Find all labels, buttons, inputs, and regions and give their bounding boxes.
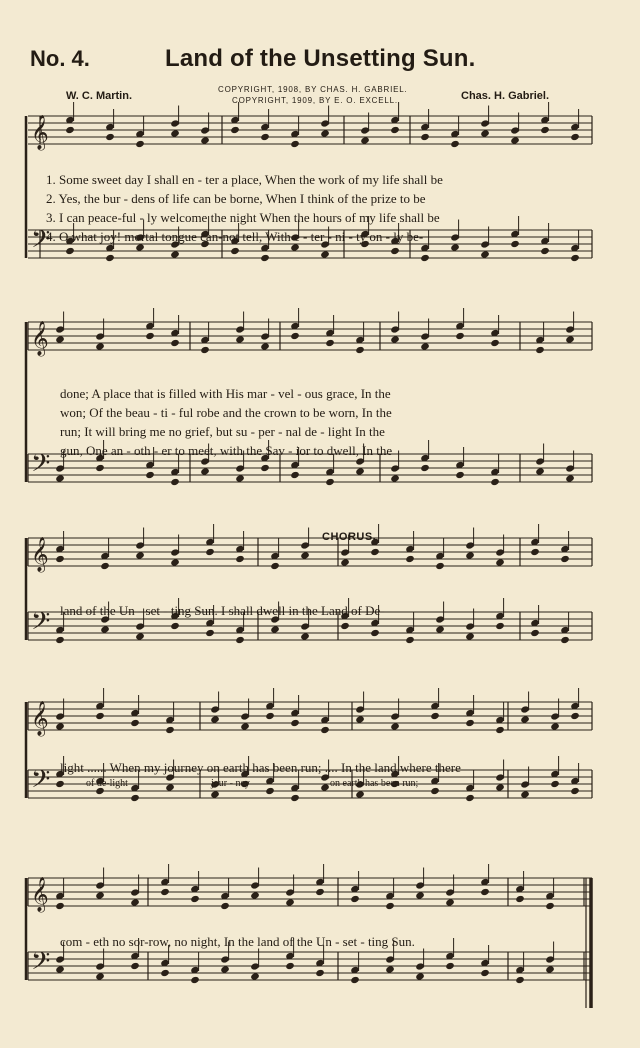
note-head	[65, 247, 75, 255]
note-head	[550, 780, 560, 788]
note-head	[290, 719, 300, 727]
note-head	[495, 783, 505, 791]
note-head	[320, 250, 330, 258]
note-head	[450, 140, 460, 148]
note-head	[135, 632, 145, 640]
verse-4-line-2: gun, One an - oth - er to meet, with the Sav - ior to dwell, In the	[60, 443, 393, 458]
note-head	[340, 622, 350, 630]
note-head	[520, 715, 530, 723]
note-head	[430, 712, 440, 720]
note-head	[350, 976, 360, 984]
note-head	[520, 790, 530, 798]
note-head	[360, 136, 370, 144]
note-head	[490, 478, 500, 486]
composer: Chas. H. Gabriel.	[461, 90, 550, 102]
treble-clef: 𝄞	[31, 701, 49, 736]
note-head	[200, 136, 210, 144]
note-head	[200, 467, 210, 475]
hymn-title: Land of the Unsetting Sun.	[165, 45, 476, 72]
note-head	[540, 126, 550, 134]
note-head	[205, 548, 215, 556]
note-head	[490, 339, 500, 347]
note-head	[565, 474, 575, 482]
note-head	[385, 902, 395, 910]
note-head	[465, 551, 475, 559]
note-head	[290, 332, 300, 340]
note-head	[135, 551, 145, 559]
note-head	[105, 133, 115, 141]
verse-2-line-2: won; Of the beau - ti - ful robe and the crown to be worn, In the	[60, 405, 392, 420]
treble-clef: 𝄞	[31, 321, 49, 356]
note-head	[190, 895, 200, 903]
note-head	[55, 555, 65, 563]
note-head	[415, 891, 425, 899]
verse-1-line-1: 1. Some sweet day I shall en - ter a place, When the work of my life shall be	[46, 172, 443, 187]
note-head	[495, 558, 505, 566]
note-head	[510, 136, 520, 144]
note-head	[570, 133, 580, 141]
note-head	[300, 632, 310, 640]
note-head	[230, 247, 240, 255]
note-head	[230, 126, 240, 134]
note-head	[530, 629, 540, 637]
note-head	[260, 342, 270, 350]
bass-clef: 𝄢	[31, 225, 51, 260]
hymn-number: No. 4.	[30, 46, 90, 71]
note-head	[550, 722, 560, 730]
note-head	[315, 969, 325, 977]
note-head	[130, 898, 140, 906]
note-head	[290, 794, 300, 802]
echo-text-2: jour - ney	[211, 778, 250, 789]
note-head	[200, 346, 210, 354]
note-head	[465, 719, 475, 727]
note-head	[240, 722, 250, 730]
note-head	[235, 335, 245, 343]
note-head	[315, 888, 325, 896]
note-head	[430, 787, 440, 795]
note-head	[565, 335, 575, 343]
note-head	[300, 551, 310, 559]
note-head	[355, 346, 365, 354]
note-head	[55, 722, 65, 730]
note-head	[220, 902, 230, 910]
chorus-label: CHORUS.	[322, 531, 377, 543]
note-head	[535, 346, 545, 354]
chorus-line-3: com - eth no sor-row, no night, In the land of the Un - set - ting Sun.	[60, 934, 415, 949]
note-head	[220, 965, 230, 973]
note-head	[560, 636, 570, 644]
note-head	[405, 636, 415, 644]
note-head	[145, 471, 155, 479]
note-head	[405, 555, 415, 563]
note-head	[265, 712, 275, 720]
note-head	[170, 129, 180, 137]
note-head	[495, 622, 505, 630]
note-head	[235, 636, 245, 644]
note-head	[235, 474, 245, 482]
note-head	[570, 787, 580, 795]
note-head	[420, 464, 430, 472]
note-head	[100, 625, 110, 633]
note-head	[165, 783, 175, 791]
note-head	[55, 474, 65, 482]
verse-3-line-1: 3. I can peace-ful - ly welcome the night When the hours of my life shall be	[46, 210, 440, 225]
note-head	[390, 335, 400, 343]
note-head	[355, 790, 365, 798]
note-head	[285, 962, 295, 970]
note-head	[325, 339, 335, 347]
note-head	[260, 464, 270, 472]
note-head	[495, 726, 505, 734]
note-head	[420, 342, 430, 350]
note-head	[530, 548, 540, 556]
note-head	[515, 976, 525, 984]
note-head	[95, 972, 105, 980]
bass-clef: 𝄢	[31, 765, 51, 800]
note-head	[370, 629, 380, 637]
note-head	[170, 558, 180, 566]
note-head	[270, 625, 280, 633]
note-head	[390, 126, 400, 134]
note-head	[320, 726, 330, 734]
note-head	[355, 715, 365, 723]
copyright-line-2: COPYRIGHT, 1909, BY E. O. EXCELL.	[232, 96, 398, 105]
note-head	[55, 636, 65, 644]
note-head	[260, 254, 270, 262]
verse-1-line-2: done; A place that is filled with His mar - vel - ous grace, In the	[60, 386, 391, 401]
note-head	[455, 471, 465, 479]
note-head	[420, 133, 430, 141]
note-head	[95, 712, 105, 720]
note-head	[105, 254, 115, 262]
note-head	[205, 629, 215, 637]
note-head	[325, 478, 335, 486]
note-head	[160, 888, 170, 896]
note-head	[55, 335, 65, 343]
note-head	[165, 726, 175, 734]
note-head	[545, 902, 555, 910]
note-head	[190, 976, 200, 984]
bass-clef: 𝄢	[31, 947, 51, 982]
verse-2-line-1: 2. Yes, the bur - dens of life can be borne, When I think of the prize to be	[46, 191, 426, 206]
note-head	[435, 625, 445, 633]
chorus-line-1: land of the Un - set - ting Sun. I shall dwell in the Land of De-	[60, 603, 385, 618]
treble-clef: 𝄞	[31, 115, 49, 150]
note-head	[95, 891, 105, 899]
note-head	[260, 133, 270, 141]
note-head	[455, 332, 465, 340]
note-head	[135, 140, 145, 148]
note-head	[95, 464, 105, 472]
echo-text-3: on earth has been run;	[330, 778, 419, 789]
note-head	[570, 712, 580, 720]
lyricist: W. C. Martin.	[66, 90, 132, 102]
chorus-line-2: light ...... When my journey on earth has been run; .... In the land where there	[60, 760, 461, 775]
note-head	[390, 722, 400, 730]
note-head	[445, 898, 455, 906]
note-head	[480, 129, 490, 137]
note-head	[535, 467, 545, 475]
verse-4-line-1: 4. O what joy! mortal tongue can-not tell, With e - ter - ni - ty on - ly be-	[46, 229, 424, 244]
note-head	[370, 548, 380, 556]
note-head	[435, 562, 445, 570]
note-head	[480, 888, 490, 896]
note-head	[320, 129, 330, 137]
note-head	[95, 342, 105, 350]
note-head	[515, 895, 525, 903]
note-head	[170, 250, 180, 258]
note-head	[540, 247, 550, 255]
note-head	[130, 962, 140, 970]
note-head	[170, 478, 180, 486]
echo-text-1: of de-light	[86, 778, 128, 789]
note-head	[480, 250, 490, 258]
note-head	[465, 632, 475, 640]
note-head	[390, 474, 400, 482]
note-head	[390, 247, 400, 255]
note-head	[265, 787, 275, 795]
note-head	[340, 558, 350, 566]
note-head	[415, 972, 425, 980]
note-head	[545, 965, 555, 973]
note-head	[145, 332, 155, 340]
verse-3-line-2: run; It will bring me no grief, but su - per - nal de - light In the	[60, 424, 385, 439]
note-head	[480, 969, 490, 977]
note-head	[250, 972, 260, 980]
note-head	[160, 969, 170, 977]
bass-clef: 𝄢	[31, 449, 51, 484]
note-head	[560, 555, 570, 563]
note-head	[290, 140, 300, 148]
note-head	[350, 895, 360, 903]
note-head	[170, 339, 180, 347]
note-head	[250, 891, 260, 899]
copyright-line-1: COPYRIGHT, 1908, BY CHAS. H. GABRIEL.	[218, 85, 408, 94]
note-head	[320, 783, 330, 791]
note-head	[210, 715, 220, 723]
note-head	[65, 126, 75, 134]
note-head	[420, 254, 430, 262]
bass-clef: 𝄢	[31, 607, 51, 642]
treble-clef: 𝄞	[31, 877, 49, 912]
note-head	[130, 719, 140, 727]
note-head	[385, 965, 395, 973]
note-head	[355, 467, 365, 475]
note-head	[285, 898, 295, 906]
note-head	[210, 790, 220, 798]
note-head	[570, 254, 580, 262]
note-head	[100, 562, 110, 570]
note-head	[465, 794, 475, 802]
note-head	[130, 794, 140, 802]
note-head	[235, 555, 245, 563]
note-head	[270, 562, 280, 570]
note-head	[290, 471, 300, 479]
treble-clef: 𝄞	[31, 537, 49, 572]
note-head	[55, 965, 65, 973]
note-head	[445, 962, 455, 970]
note-head	[170, 622, 180, 630]
note-head	[55, 780, 65, 788]
note-head	[55, 902, 65, 910]
